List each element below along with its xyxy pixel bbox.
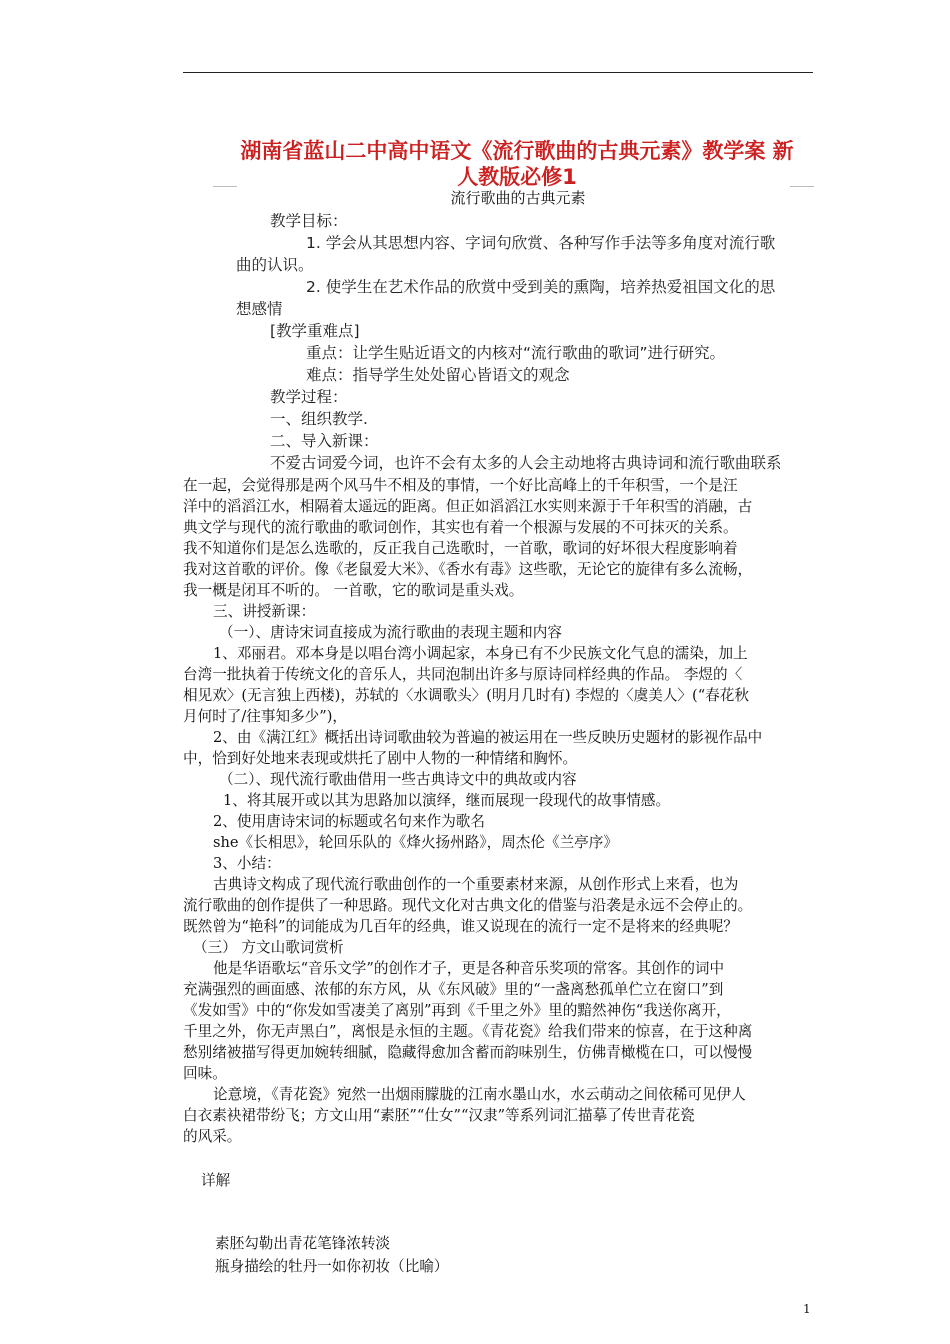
body-line: 回味。 <box>183 1065 227 1082</box>
subsection-three-heading: （三） 方文山歌词赏析 <box>193 939 344 956</box>
step-1: 一、组织教学. <box>270 410 368 428</box>
section-key-points: [教学重难点] <box>270 322 360 340</box>
body-line: 1、将其展开或以其为思路加以演绎，继而展现一段现代的故事情感。 <box>223 792 671 809</box>
subsection-two-heading: （二）、现代流行歌曲借用一些古典诗文中的典故或内容 <box>219 771 577 788</box>
body-line: 月何时了/往事知多少”)， <box>183 708 348 725</box>
lyric-line-1: 素胚勾勒出青花笔锋浓转淡 <box>215 1235 391 1252</box>
body-line: 愁别绪被描写得更加婉转细腻，隐藏得愈加含蓄而韵味别生，仿佛青橄榄在口，可以慢慢 <box>183 1044 753 1061</box>
objective-2: 2. 使学生在艺术作品的欣赏中受到美的熏陶，培养热爱祖国文化的思 <box>306 278 776 296</box>
detail-label: 详解 <box>201 1172 231 1189</box>
section-process: 教学过程： <box>270 388 348 406</box>
body-line: 2、使用唐诗宋词的标题或名句来作为歌名 <box>213 813 485 830</box>
body-line: 我一概是闭耳不听的。 一首歌，它的歌词是重头戏。 <box>183 582 524 599</box>
section-three-heading: 三、讲授新课： <box>213 603 316 620</box>
section-objectives: 教学目标： <box>270 212 348 230</box>
summary-heading: 3、小结： <box>213 855 281 872</box>
body-line: 古典诗文构成了现代流行歌曲创作的一个重要素材来源，从创作形式上来看，也为 <box>213 876 739 893</box>
body-line: 白衣素袂裙带纷飞；方文山用“素胚”“仕女”“汉隶”等系列词汇描摹了传世青花瓷 <box>183 1107 695 1124</box>
body-line: 洋中的滔滔江水，相隔着太遥远的距离。但正如滔滔江水实则来源于千年积雪的消融，古 <box>183 498 753 515</box>
body-line: 的风采。 <box>183 1128 242 1145</box>
subsection-one-heading: （一）、唐诗宋词直接成为流行歌曲的表现主题和内容 <box>219 624 562 641</box>
body-line: 《发如雪》中的“你发如雪凄美了离别”再到《千里之外》里的黯然神伤“我送你离开， <box>183 1002 731 1019</box>
body-line: 充满强烈的画面感、浓郁的东方风，从《东风破》里的“一盏离愁孤单伫立在窗口”到 <box>183 981 724 998</box>
body-line: 千里之外，你无声黑白”，离恨是永恒的主题。《青花瓷》给我们带来的惊喜，在于这种离 <box>183 1023 753 1040</box>
body-line: 我对这首歌的评价。像《老鼠爱大米》、《香水有毒》这些歌，无论它的旋律有多么流畅， <box>183 561 753 578</box>
body-line: 1、邓丽君。邓本身是以唱台湾小调起家，本身已有不少民族文化气息的濡染，加上 <box>213 645 748 662</box>
body-line: 论意境，《青花瓷》宛然一出烟雨朦胧的江南水墨山水，水云萌动之间依稀可见伊人 <box>213 1086 746 1103</box>
header-rule <box>183 72 813 73</box>
corner-mark-right <box>790 186 814 187</box>
body-line: 在一起，会觉得那是两个风马牛不相及的事情，一个好比高峰上的千年积雪，一个是汪 <box>183 477 738 494</box>
body-line: 台湾一批执着于传统文化的音乐人，共同泡制出许多与原诗同样经典的作品。 李煜的〈 <box>183 666 743 683</box>
body-line: 他是华语歌坛“音乐文学”的创作才子，更是各种音乐奖项的常客。其创作的词中 <box>213 960 725 977</box>
difficult-point: 难点：指导学生处处留心皆语文的观念 <box>306 366 570 384</box>
lyric-line-2: 瓶身描绘的牡丹一如你初妆（比喻） <box>215 1258 449 1275</box>
objective-1-cont: 曲的认识。 <box>236 256 314 274</box>
body-line: 既然曾为“艳科”的词能成为几百年的经典，谁又说现在的流行一定不是将来的经典呢？ <box>183 918 738 935</box>
body-line: 2、由《满江红》概括出诗词歌曲较为普遍的被运用在一些反映历史题材的影视作品中 <box>213 729 763 746</box>
body-line: 相见欢〉(无言独上西楼)，苏轼的〈水调歌头〉(明月几时有) 李煜的〈虞美人〉(“春花秋 <box>183 687 749 704</box>
body-line: 典文学与现代的流行歌曲的歌词创作，其实也有着一个根源与发展的不可抹灭的关系。 <box>183 519 738 536</box>
objective-1: 1. 学会从其思想内容、字词句欣赏、各种写作手法等多角度对流行歌 <box>306 234 776 252</box>
title-line-1: 湖南省蓝山二中高中语文《流行歌曲的古典元素》教学案 新 <box>240 139 794 163</box>
step-2: 二、导入新课： <box>270 432 379 450</box>
body-line: 流行歌曲的创作提供了一种思路。现代文化对古典文化的借鉴与沿袭是永远不会停止的。 <box>183 897 753 914</box>
song-list: she《长相思》，轮回乐队的《烽火扬州路》，周杰伦《兰亭序》 <box>213 834 618 851</box>
subtitle: 流行歌曲的古典元素 <box>450 189 586 207</box>
title-line-2: 人教版必修1 <box>457 165 577 189</box>
objective-2-cont: 想感情 <box>236 300 283 318</box>
corner-mark-left <box>213 186 237 187</box>
key-point: 重点：让学生贴近语文的内核对“流行歌曲的歌词”进行研究。 <box>306 344 726 362</box>
page-number: 1 <box>803 1302 811 1316</box>
body-line: 中，恰到好处地来表现或烘托了剧中人物的一种情绪和胸怀。 <box>183 750 578 767</box>
intro-first-line: 不爱古词爱今词，也许不会有太多的人会主动地将古典诗词和流行歌曲联系 <box>270 454 782 472</box>
body-line: 我不知道你们是怎么选歌的，反正我自己选歌时，一首歌，歌词的好坏很大程度影响着 <box>183 540 738 557</box>
document-title <box>222 138 812 190</box>
